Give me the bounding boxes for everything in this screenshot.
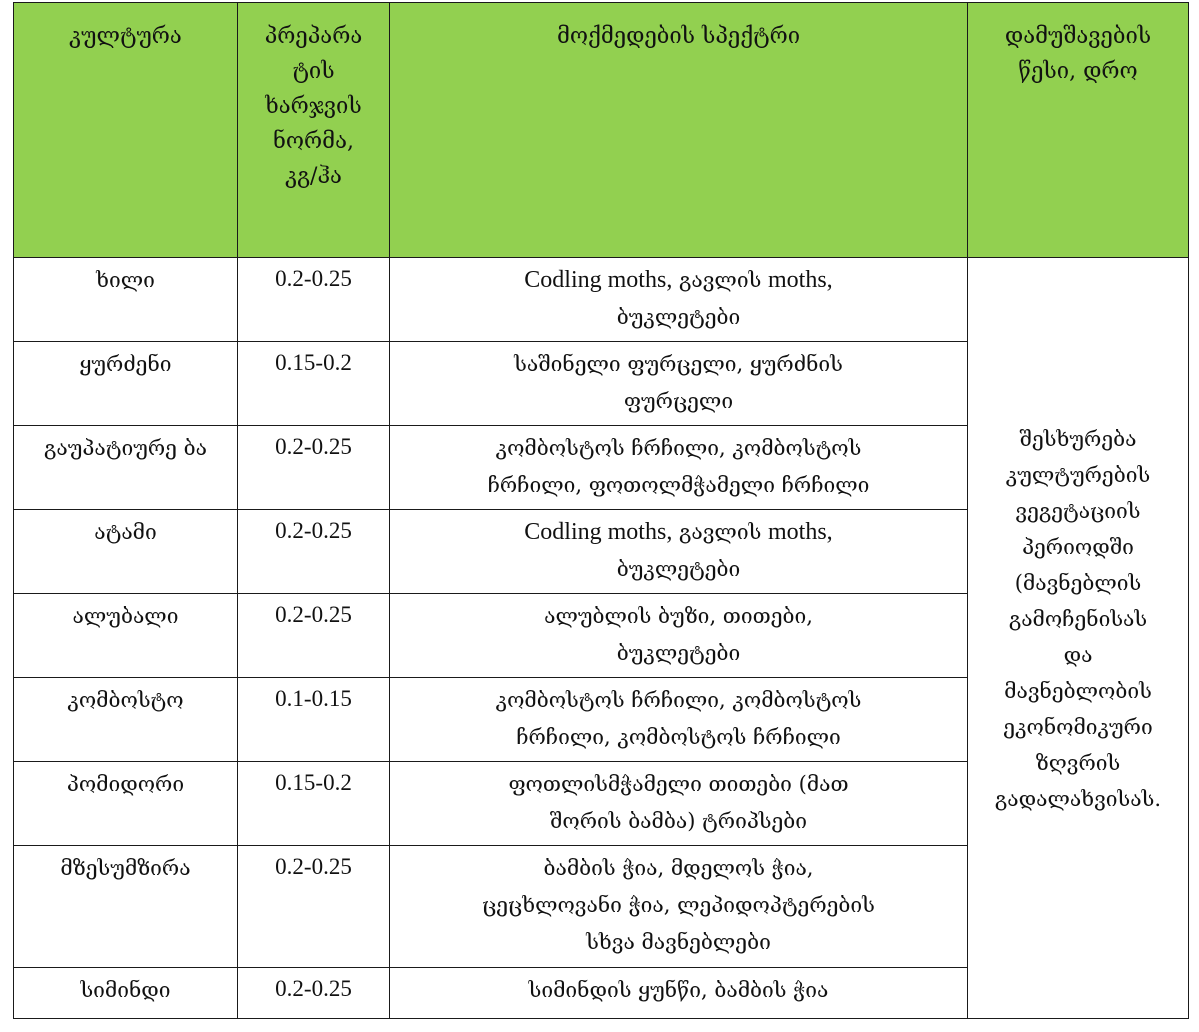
spectrum-cell bbox=[390, 510, 968, 594]
rule-line: ვეგეტაციის bbox=[1015, 499, 1141, 523]
rule-line: ზღვრის bbox=[1035, 751, 1121, 775]
rule-line: ეკონომიკური bbox=[1003, 715, 1153, 739]
dose-cell: 0.1-0.15 bbox=[238, 678, 390, 762]
culture-cell: მზესუმზირა bbox=[14, 846, 238, 968]
spectrum-line: კომბოსტოს ჩრჩილი, კომბოსტოს bbox=[495, 688, 862, 712]
header-dose-line: ნორმა, bbox=[273, 129, 354, 154]
header-dose-line: ხარჯვის bbox=[265, 94, 362, 119]
rule-line: გადალახვისას. bbox=[994, 787, 1162, 811]
spectrum-cell bbox=[390, 258, 968, 342]
spectrum-line: Codling moths, გავლის moths, bbox=[524, 519, 833, 545]
rule-line: გამოჩენისას bbox=[1008, 607, 1148, 631]
dose-cell: 0.2-0.25 bbox=[238, 510, 390, 594]
spectrum-line: ფოთლისმჭამელი თითები (მათ bbox=[508, 772, 849, 796]
header-dose bbox=[238, 3, 390, 258]
header-rule bbox=[968, 3, 1189, 258]
dose-cell: 0.2-0.25 bbox=[238, 594, 390, 678]
culture-cell: ყურძენი bbox=[14, 342, 238, 426]
rule-line: კულტურების bbox=[1005, 463, 1151, 487]
header-dose-line: ტის bbox=[292, 59, 335, 84]
spectrum-line: ფურცელი bbox=[623, 389, 734, 413]
spectrum-line: ბუკლეტები bbox=[616, 641, 741, 665]
header-dose-line: კგ/ჰა bbox=[285, 164, 342, 189]
spectrum-cell bbox=[390, 342, 968, 426]
spectrum-line: კომბოსტოს ჩრჩილი, კომბოსტოს bbox=[495, 436, 862, 460]
culture-cell: ხილი bbox=[14, 258, 238, 342]
culture-cell: კომბოსტო bbox=[14, 678, 238, 762]
culture-cell: სიმინდი bbox=[14, 968, 238, 1019]
header-row bbox=[14, 3, 1189, 258]
spectrum-line: ბამბის ჭია, მდელოს ჭია, bbox=[543, 856, 814, 880]
culture-cell: პომიდორი bbox=[14, 762, 238, 846]
rule-line: (მავნებლის bbox=[1014, 571, 1142, 595]
spectrum-line: ალუბლის ბუზი, თითები, bbox=[544, 604, 813, 628]
table-row bbox=[14, 258, 1189, 342]
culture-cell: გაუპატიურე ბა bbox=[14, 426, 238, 510]
header-culture: კულტურა bbox=[14, 3, 238, 258]
dose-cell: 0.2-0.25 bbox=[238, 258, 390, 342]
culture-cell: ატამი bbox=[14, 510, 238, 594]
header-rule-line: წესი, დრო bbox=[1018, 59, 1138, 84]
header-spectrum: მოქმედების სპექტრი bbox=[390, 3, 968, 258]
spectrum-line: Codling moths, გავლის moths, bbox=[524, 267, 833, 293]
spectrum-line: ცეცხლოვანი ჭია, ლეპიდოპტერების bbox=[482, 893, 875, 917]
spectrum-line: სხვა მავნებლები bbox=[586, 930, 771, 954]
header-rule-line: დამუშავების bbox=[1004, 24, 1152, 49]
dose-cell: 0.15-0.2 bbox=[238, 762, 390, 846]
spectrum-line: შორის ბამბა) ტრიპსები bbox=[549, 809, 808, 833]
application-rule-cell bbox=[968, 258, 1189, 1019]
dose-cell: 0.2-0.25 bbox=[238, 846, 390, 968]
header-dose-line: პრეპარა bbox=[264, 24, 363, 49]
rule-line: და bbox=[1063, 643, 1093, 667]
spectrum-line: ჩრჩილი, კომბოსტოს ჩრჩილი bbox=[516, 725, 841, 749]
spectrum-cell bbox=[390, 846, 968, 968]
pesticide-application-table bbox=[13, 2, 1189, 1019]
spectrum-line: ბუკლეტები bbox=[616, 557, 741, 581]
spectrum-cell bbox=[390, 594, 968, 678]
spectrum-line: სიმინდის ყუნწი, ბამბის ჭია bbox=[528, 978, 829, 1002]
spectrum-line: ჩრჩილი, ფოთოლმჭამელი ჩრჩილი bbox=[487, 473, 870, 497]
rule-line: შესხურება bbox=[1019, 427, 1137, 451]
spectrum-line: საშინელი ფურცელი, ყურძნის bbox=[514, 352, 843, 376]
spectrum-line: ბუკლეტები bbox=[616, 305, 741, 329]
spectrum-cell bbox=[390, 426, 968, 510]
spectrum-cell bbox=[390, 968, 968, 1019]
dose-cell: 0.2-0.25 bbox=[238, 426, 390, 510]
dose-cell: 0.2-0.25 bbox=[238, 968, 390, 1019]
spectrum-cell bbox=[390, 678, 968, 762]
spectrum-cell bbox=[390, 762, 968, 846]
rule-line: მავნებლობის bbox=[1004, 679, 1152, 703]
rule-line: პერიოდში bbox=[1022, 535, 1134, 559]
dose-cell: 0.15-0.2 bbox=[238, 342, 390, 426]
culture-cell: ალუბალი bbox=[14, 594, 238, 678]
